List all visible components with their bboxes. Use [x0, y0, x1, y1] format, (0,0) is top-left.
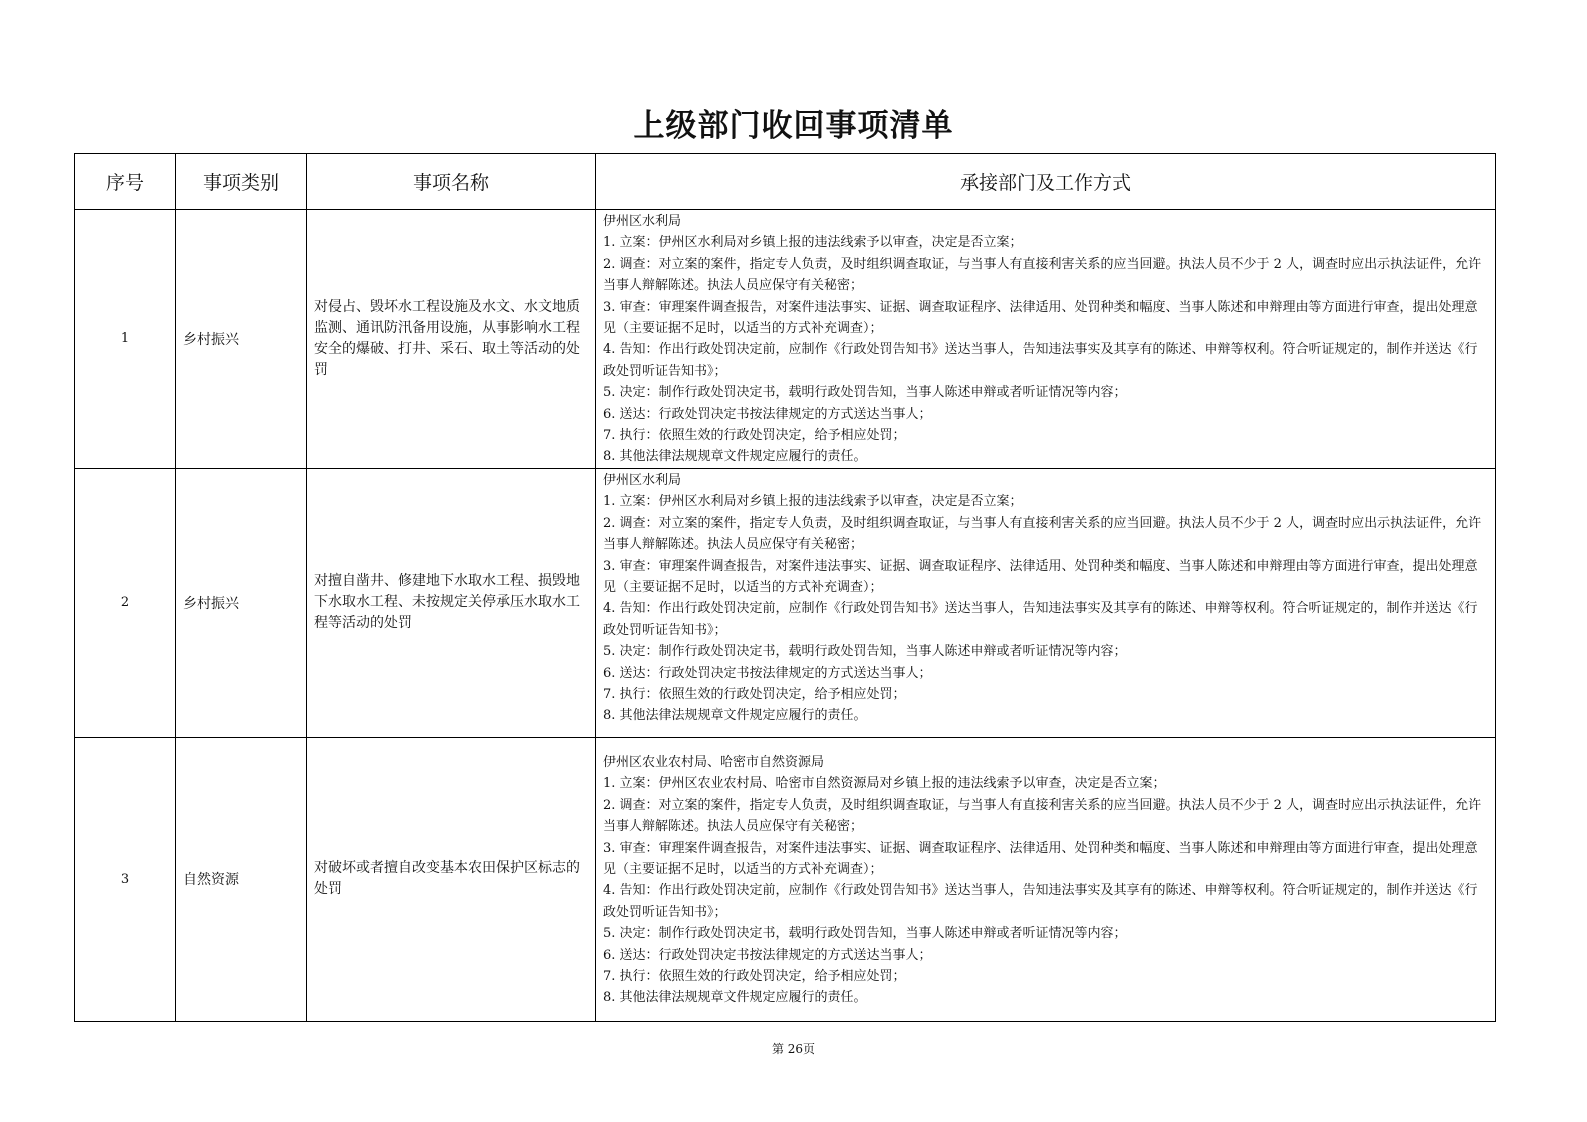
step-review: 3. 审查：审理案件调查报告，对案件违法事实、证据、调查取证程序、法律适用、处罚种类和幅度、当事人陈述和申辩理由等方面进行审查，提出处理意见（主要证据不足时，以适当的方式补充调查）；: [603, 558, 1478, 595]
step-filing: 1. 立案：伊州区水利局对乡镇上报的违法线索予以审查，决定是否立案；: [603, 235, 1023, 251]
row-dept-cell: [596, 468, 1496, 737]
row-category: 乡村振兴: [176, 468, 307, 737]
step-decision: 5. 决定：制作行政处罚决定书，载明行政处罚告知，当事人陈述申辩或者听证情况等内容；: [603, 644, 1127, 660]
step-other: 8. 其他法律法规规章文件规定应履行的责任。: [603, 990, 867, 1006]
step-decision: 5. 决定：制作行政处罚决定书，载明行政处罚告知，当事人陈述申辩或者听证情况等内容；: [603, 385, 1127, 401]
step-review: 3. 审查：审理案件调查报告，对案件违法事实、证据、调查取证程序、法律适用、处罚种类和幅度、当事人陈述和申辩理由等方面进行审查，提出处理意见（主要证据不足时，以适当的方式补充调查）；: [603, 840, 1478, 877]
row-category: 自然资源: [176, 737, 307, 1021]
dept-name: 伊州区农业农村局、哈密市自然资源局: [603, 754, 825, 770]
step-delivery: 6. 送达：行政处罚决定书按法律规定的方式送达当事人；: [603, 665, 932, 681]
step-other: 8. 其他法律法规规章文件规定应履行的责任。: [603, 449, 867, 465]
page-number: 第 26页: [771, 1042, 816, 1056]
row-category: 乡村振兴: [176, 210, 307, 469]
step-decision: 5. 决定：制作行政处罚决定书，载明行政处罚告知，当事人陈述申辩或者听证情况等内容；: [603, 926, 1127, 942]
step-notification: 4. 告知：作出行政处罚决定前，应制作《行政处罚告知书》送达当事人，告知违法事实及其享有的陈述、申辩等权利。符合听证规定的，制作并送达《行政处罚听证告知书》；: [603, 883, 1478, 920]
table-row: [75, 210, 1496, 469]
header-seq: 序号: [75, 154, 176, 210]
header-name: 事项名称: [307, 154, 596, 210]
step-investigation: 2. 调查：对立案的案件，指定专人负责，及时组织调查取证，与当事人有直接利害关系的应当回避。执法人员不少于 2 人，调查时应出示执法证件，允许当事人辩解陈述。执法人员应保守有关秘密；: [603, 515, 1482, 553]
row-dept-cell: [596, 737, 1496, 1021]
row-seq: 1: [75, 210, 176, 469]
header-category: 事项类别: [176, 154, 307, 210]
step-delivery: 6. 送达：行政处罚决定书按法律规定的方式送达当事人；: [603, 947, 932, 963]
row-item-name: 对破坏或者擅自改变基本农田保护区标志的处罚: [307, 737, 596, 1021]
items-table: [74, 153, 1496, 1022]
row-seq: 2: [75, 468, 176, 737]
step-review: 3. 审查：审理案件调查报告，对案件违法事实、证据、调查取证程序、法律适用、处罚种类和幅度、当事人陈述和申辩理由等方面进行审查，提出处理意见（主要证据不足时，以适当的方式补充调查）；: [603, 299, 1478, 337]
step-delivery: 6. 送达：行政处罚决定书按法律规定的方式送达当事人；: [603, 406, 932, 422]
step-investigation: 2. 调查：对立案的案件，指定专人负责，及时组织调查取证，与当事人有直接利害关系的应当回避。执法人员不少于 2 人，调查时应出示执法证件，允许当事人辩解陈述。执法人员应保守有关秘密；: [603, 797, 1482, 835]
table-header-row: [75, 154, 1496, 210]
table-row: [75, 737, 1496, 1021]
step-investigation: 2. 调查：对立案的案件，指定专人负责，及时组织调查取证，与当事人有直接利害关系的应当回避。执法人员不少于 2 人，调查时应出示执法证件，允许当事人辩解陈述。执法人员应保守有关秘密；: [603, 256, 1482, 294]
step-execution: 7. 执行：依照生效的行政处罚决定，给予相应处罚；: [603, 968, 906, 984]
page-title: 上级部门收回事项清单: [633, 108, 954, 144]
step-notification: 4. 告知：作出行政处罚决定前，应制作《行政处罚告知书》送达当事人，告知违法事实及其享有的陈述、申辩等权利。符合听证规定的，制作并送达《行政处罚听证告知书》；: [603, 342, 1478, 379]
step-other: 8. 其他法律法规规章文件规定应履行的责任。: [603, 708, 867, 724]
row-seq: 3: [75, 737, 176, 1021]
step-execution: 7. 执行：依照生效的行政处罚决定，给予相应处罚；: [603, 686, 906, 702]
step-notification: 4. 告知：作出行政处罚决定前，应制作《行政处罚告知书》送达当事人，告知违法事实及其享有的陈述、申辩等权利。符合听证规定的，制作并送达《行政处罚听证告知书》；: [603, 601, 1478, 638]
step-filing: 1. 立案：伊州区水利局对乡镇上报的违法线索予以审查，决定是否立案；: [603, 494, 1023, 510]
row-item-name: 对擅自凿井、修建地下水取水工程、损毁地下水取水工程、未按规定关停承压水取水工程等活动的处罚: [307, 468, 596, 737]
table-row: [75, 468, 1496, 737]
dept-name: 伊州区水利局: [603, 472, 682, 488]
header-dept: 承接部门及工作方式: [596, 154, 1496, 210]
step-filing: 1. 立案：伊州区农业农村局、哈密市自然资源局对乡镇上报的违法线索予以审查，决定是否立案；: [603, 776, 1166, 792]
row-item-name: 对侵占、毁坏水工程设施及水文、水文地质监测、通讯防汛备用设施，从事影响水工程安全的爆破、打井、采石、取土等活动的处罚: [307, 210, 596, 469]
step-execution: 7. 执行：依照生效的行政处罚决定，给予相应处罚；: [603, 428, 906, 444]
row-dept-cell: [596, 210, 1496, 469]
dept-name: 伊州区水利局: [603, 214, 682, 229]
